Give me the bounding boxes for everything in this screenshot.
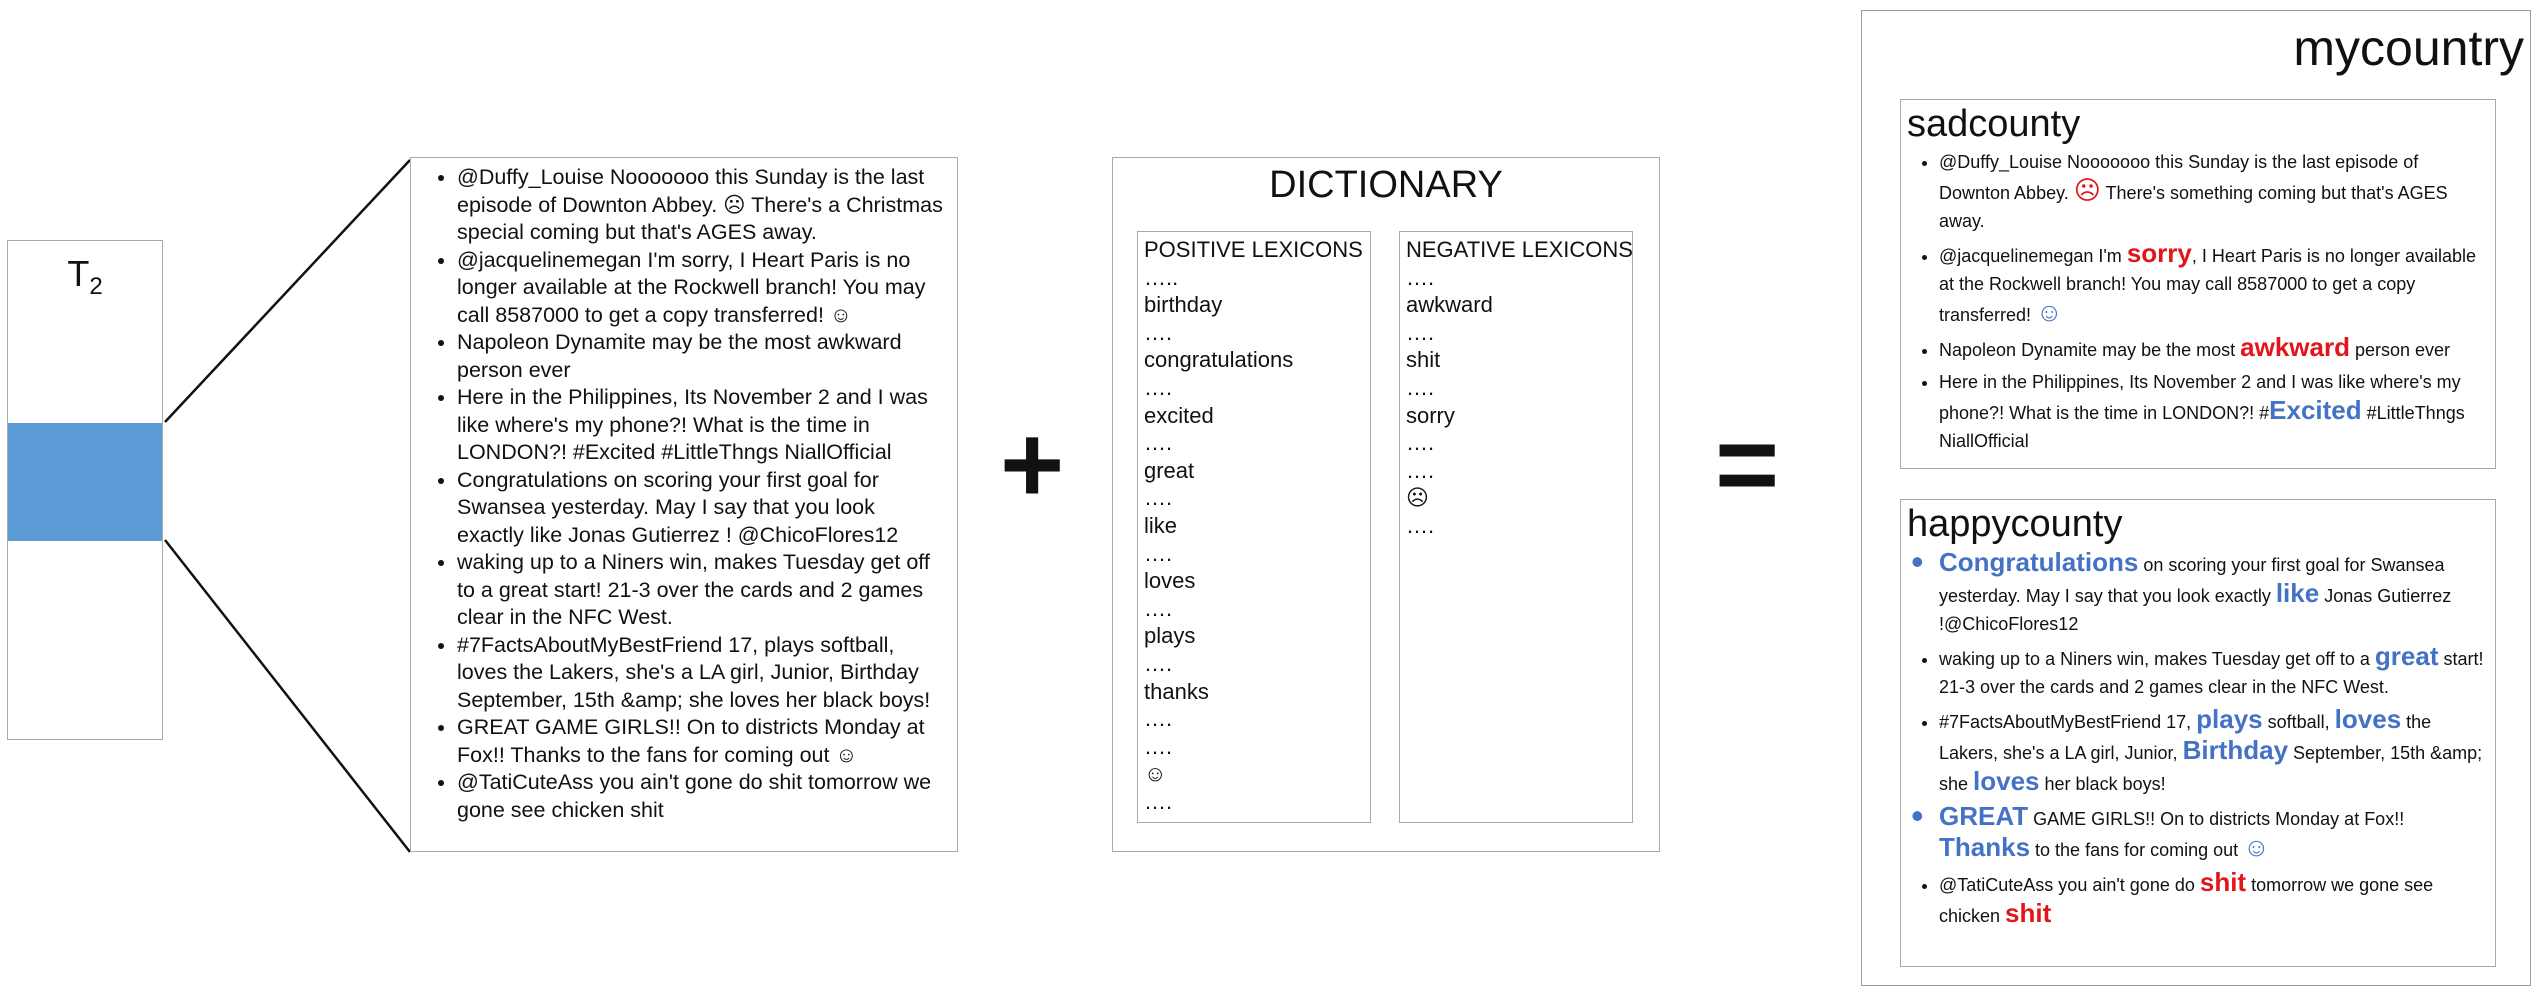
- happy-tweet-item: • #7FactsAboutMyBestFriend 17, plays softball, loves the Lakers, she's a LA girl, Junior, Birthday September, 15th &amp; she loves her black boys!: [1939, 705, 2487, 798]
- equals-operator: =: [1715, 403, 1780, 526]
- sad-tweet-item: • Napoleon Dynamite may be the most awkward person ever: [1939, 333, 2487, 364]
- positive-lexicon-entry: …..: [1144, 264, 1179, 290]
- positive-lexicon-entry: ☺: [1144, 761, 1167, 787]
- positive-lexicon-entry: ….: [1144, 430, 1173, 456]
- result-panel: [1861, 10, 2531, 986]
- smile-icon: ☺: [2036, 297, 2063, 327]
- positive-lexicon-entry: plays: [1144, 623, 1196, 649]
- positive-lexicon-entry: ….: [1144, 595, 1173, 621]
- tweet-item: • Congratulations on scoring your first goal for Swansea yesterday. May I say that you look exactly like Jonas Gutierrez ! @ChicoFlores12: [457, 467, 947, 550]
- positive-word: Excited: [2269, 395, 2362, 425]
- negative-lexicon-entry: ….: [1406, 457, 1435, 483]
- tweet-item: • Here in the Philippines, Its November 2 and I was like where's my phone?! What is the time in LONDON?! #Excited #LittleThngs NiallOfficial: [457, 384, 947, 467]
- positive-lexicon-entry: birthday: [1144, 292, 1223, 318]
- positive-lexicon-entry: loves: [1144, 568, 1196, 594]
- negative-lexicon-entry: ….: [1406, 374, 1435, 400]
- sadcounty-panel: [1900, 99, 2496, 469]
- positive-word: loves: [2334, 704, 2402, 734]
- negative-lexicon-entry: sorry: [1406, 402, 1455, 428]
- positive-lexicon-entry: ….: [1144, 540, 1173, 566]
- tweet-item: • #7FactsAboutMyBestFriend 17, plays softball, loves the Lakers, she's a LA girl, Junior, Birthday September, 15th &amp; she loves her black boys!: [457, 632, 947, 715]
- positive-lexicon-header: POSITIVE LEXICONS: [1144, 237, 1363, 262]
- timeline-label: $T_2$: [67, 253, 103, 301]
- sad-tweet-list: [1907, 148, 2487, 455]
- result-title: mycountry: [2293, 20, 2524, 76]
- plus-operator: +: [1000, 403, 1065, 526]
- dictionary-title: DICTIONARY: [1269, 164, 1503, 206]
- positive-lexicon-entry: ….: [1144, 788, 1173, 814]
- negative-lexicon-entry: awkward: [1406, 292, 1493, 318]
- positive-lexicons-column: [1137, 231, 1371, 823]
- positive-lexicon-entry: congratulations: [1144, 347, 1294, 373]
- happy-tweet-item: • waking up to a Niners win, makes Tuesday get off to a great start! 21-3 over the cards and 2 games clear in the NFC West.: [1939, 642, 2487, 701]
- positive-lexicon-entry: ….: [1144, 485, 1173, 511]
- happy-tweet-item: • Congratulations on scoring your first goal for Swansea yesterday. May I say that you look exactly like Jonas Gutierrez !@ChicoFlores12: [1939, 548, 2487, 638]
- negative-lexicon-entry: shit: [1406, 347, 1441, 373]
- positive-word: Congratulations: [1939, 547, 2139, 577]
- tweet-list: [421, 164, 947, 824]
- positive-lexicon-entry: ….: [1144, 374, 1173, 400]
- negative-lexicon-entry: ….: [1406, 512, 1435, 538]
- negative-lexicon-entry: ….: [1406, 264, 1435, 290]
- positive-word: Thanks: [1939, 832, 2031, 862]
- negative-lexicon-entry: ☹: [1406, 485, 1429, 511]
- tweet-item: • @jacquelinemegan I'm sorry, I Heart Paris is no longer available at the Rockwell branch! You may call 8587000 to get a copy transferred! ☺: [457, 247, 947, 330]
- negative-word: sorry: [2126, 238, 2192, 268]
- sad-tweet-item: • @Duffy_Louise Nooooooo this Sunday is the last episode of Downton Abbey. ☹ There's something coming but that's AGES away.: [1939, 148, 2487, 235]
- tweet-item: • waking up to a Niners win, makes Tuesday get off to a great start! 21-3 over the cards and 2 games clear in the NFC West.: [457, 549, 947, 632]
- tweets-panel: [410, 157, 958, 852]
- positive-lexicon-entry: ….: [1144, 706, 1173, 732]
- sadcounty-title: sadcounty: [1907, 103, 2081, 145]
- sad-tweet-item: • Here in the Philippines, Its November 2 and I was like where's my phone?! What is the time in LONDON?! #Excited #LittleThngs NiallOfficial: [1939, 368, 2487, 455]
- positive-lexicon-entry: thanks: [1144, 678, 1209, 704]
- tweet-item: • Napoleon Dynamite may be the most awkward person ever: [457, 329, 947, 384]
- positive-lexicon-entry: great: [1144, 457, 1195, 483]
- positive-word: loves: [1973, 766, 2040, 796]
- negative-lexicon-header: NEGATIVE LEXICONS: [1406, 237, 1633, 262]
- positive-word: GREAT: [1939, 801, 2029, 831]
- positive-word: Birthday: [2182, 735, 2289, 765]
- tweet-item: • @Duffy_Louise Nooooooo this Sunday is the last episode of Downton Abbey. ☹ There's a Christmas special coming but that's AGES away.: [457, 164, 947, 247]
- negative-lexicons-column: [1399, 231, 1633, 823]
- positive-word: great: [2374, 641, 2439, 671]
- smile-icon: ☺: [2243, 832, 2270, 862]
- positive-lexicon-entry: like: [1144, 512, 1178, 538]
- happy-tweet-item: • @TatiCuteAss you ain't gone do shit tomorrow we gone see chicken shit: [1939, 868, 2487, 930]
- positive-word: like: [2275, 578, 2320, 608]
- negative-lexicon-entry: ….: [1406, 430, 1435, 456]
- sad-face-icon: ☹: [2073, 175, 2101, 205]
- positive-lexicon-entry: excited: [1144, 402, 1214, 428]
- tweet-item: • GREAT GAME GIRLS!! On to districts Monday at Fox!! Thanks to the fans for coming out ☺: [457, 714, 947, 769]
- negative-word: shit: [2005, 898, 2052, 928]
- sad-tweet-item: • @jacquelinemegan I'm sorry, I Heart Paris is no longer available at the Rockwell branch! You may call 8587000 to get a copy transferred! ☺: [1939, 239, 2487, 329]
- positive-word: plays: [2196, 704, 2263, 734]
- positive-lexicon-entry: ….: [1144, 319, 1173, 345]
- negative-lexicon-entry: ….: [1406, 319, 1435, 345]
- happycounty-title: happycounty: [1907, 503, 2123, 545]
- positive-lexicon-entry: ….: [1144, 650, 1173, 676]
- happy-tweet-list: [1907, 548, 2487, 930]
- happycounty-panel: [1900, 499, 2496, 967]
- tweet-item: • @TatiCuteAss you ain't gone do shit tomorrow we gone see chicken shit: [457, 769, 947, 824]
- positive-lexicon-entry: ….: [1144, 733, 1173, 759]
- happy-tweet-item: • GREAT GAME GIRLS!! On to districts Monday at Fox!! Thanks to the fans for coming out ☺: [1939, 802, 2487, 864]
- negative-word: shit: [2199, 867, 2247, 897]
- dictionary-panel: [1112, 157, 1660, 852]
- negative-word: awkward: [2240, 332, 2350, 362]
